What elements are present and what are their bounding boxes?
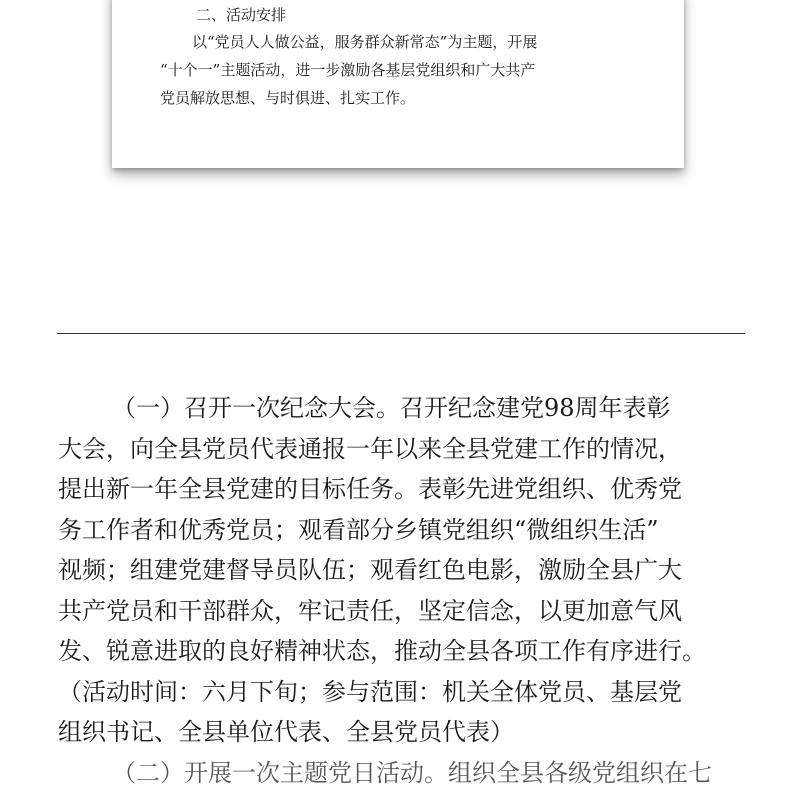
paragraph-line: 提出新一年全县党建的目标任务。表彰先进党组织、优秀党 (58, 475, 682, 503)
paragraph-line: 视频；组建党建督导员队伍；观看红色电影，激励全县广大 (58, 556, 682, 584)
paragraph-line: 发、锐意进取的良好精神状态，推动全县各项工作有序进行。 (58, 637, 706, 665)
paragraph-line: （一）召开一次纪念大会。召开纪念建党98周年表彰 (112, 394, 671, 422)
preview-line: 党员解放思想、与时俱进、扎实工作。 (160, 89, 416, 107)
preview-paragraph (160, 28, 660, 112)
paragraph-line: 大会，向全县党员代表通报一年以来全县党建工作的情况， (58, 434, 682, 463)
preview-line: “十个一”主题活动，进一步激励各基层党组织和广大共产 (160, 61, 536, 79)
paragraph-line: （活动时间：六月下旬；参与范围：机关全体党员、基层党 (58, 677, 682, 706)
divider-line (57, 333, 745, 334)
paragraph-line: 共产党员和干部群众，牢记责任，坚定信念，以更加意气风 (58, 596, 682, 625)
preview-card (112, 0, 684, 168)
paragraph-line: 务工作者和优秀党员；观看部分乡镇党组织“微组织生活” (58, 515, 659, 544)
main-paragraph (58, 388, 758, 787)
paragraph-line-partial: （二）开展一次主题党日活动。组织全县各级党组织在七 (112, 758, 712, 787)
preview-line: 以“党员人人做公益，服务群众新常态”为主题，开展 (192, 33, 538, 51)
section-heading: 二、活动安排 (196, 6, 287, 24)
paragraph-line: 组织书记、全县单位代表、全县党员代表） (58, 718, 514, 746)
